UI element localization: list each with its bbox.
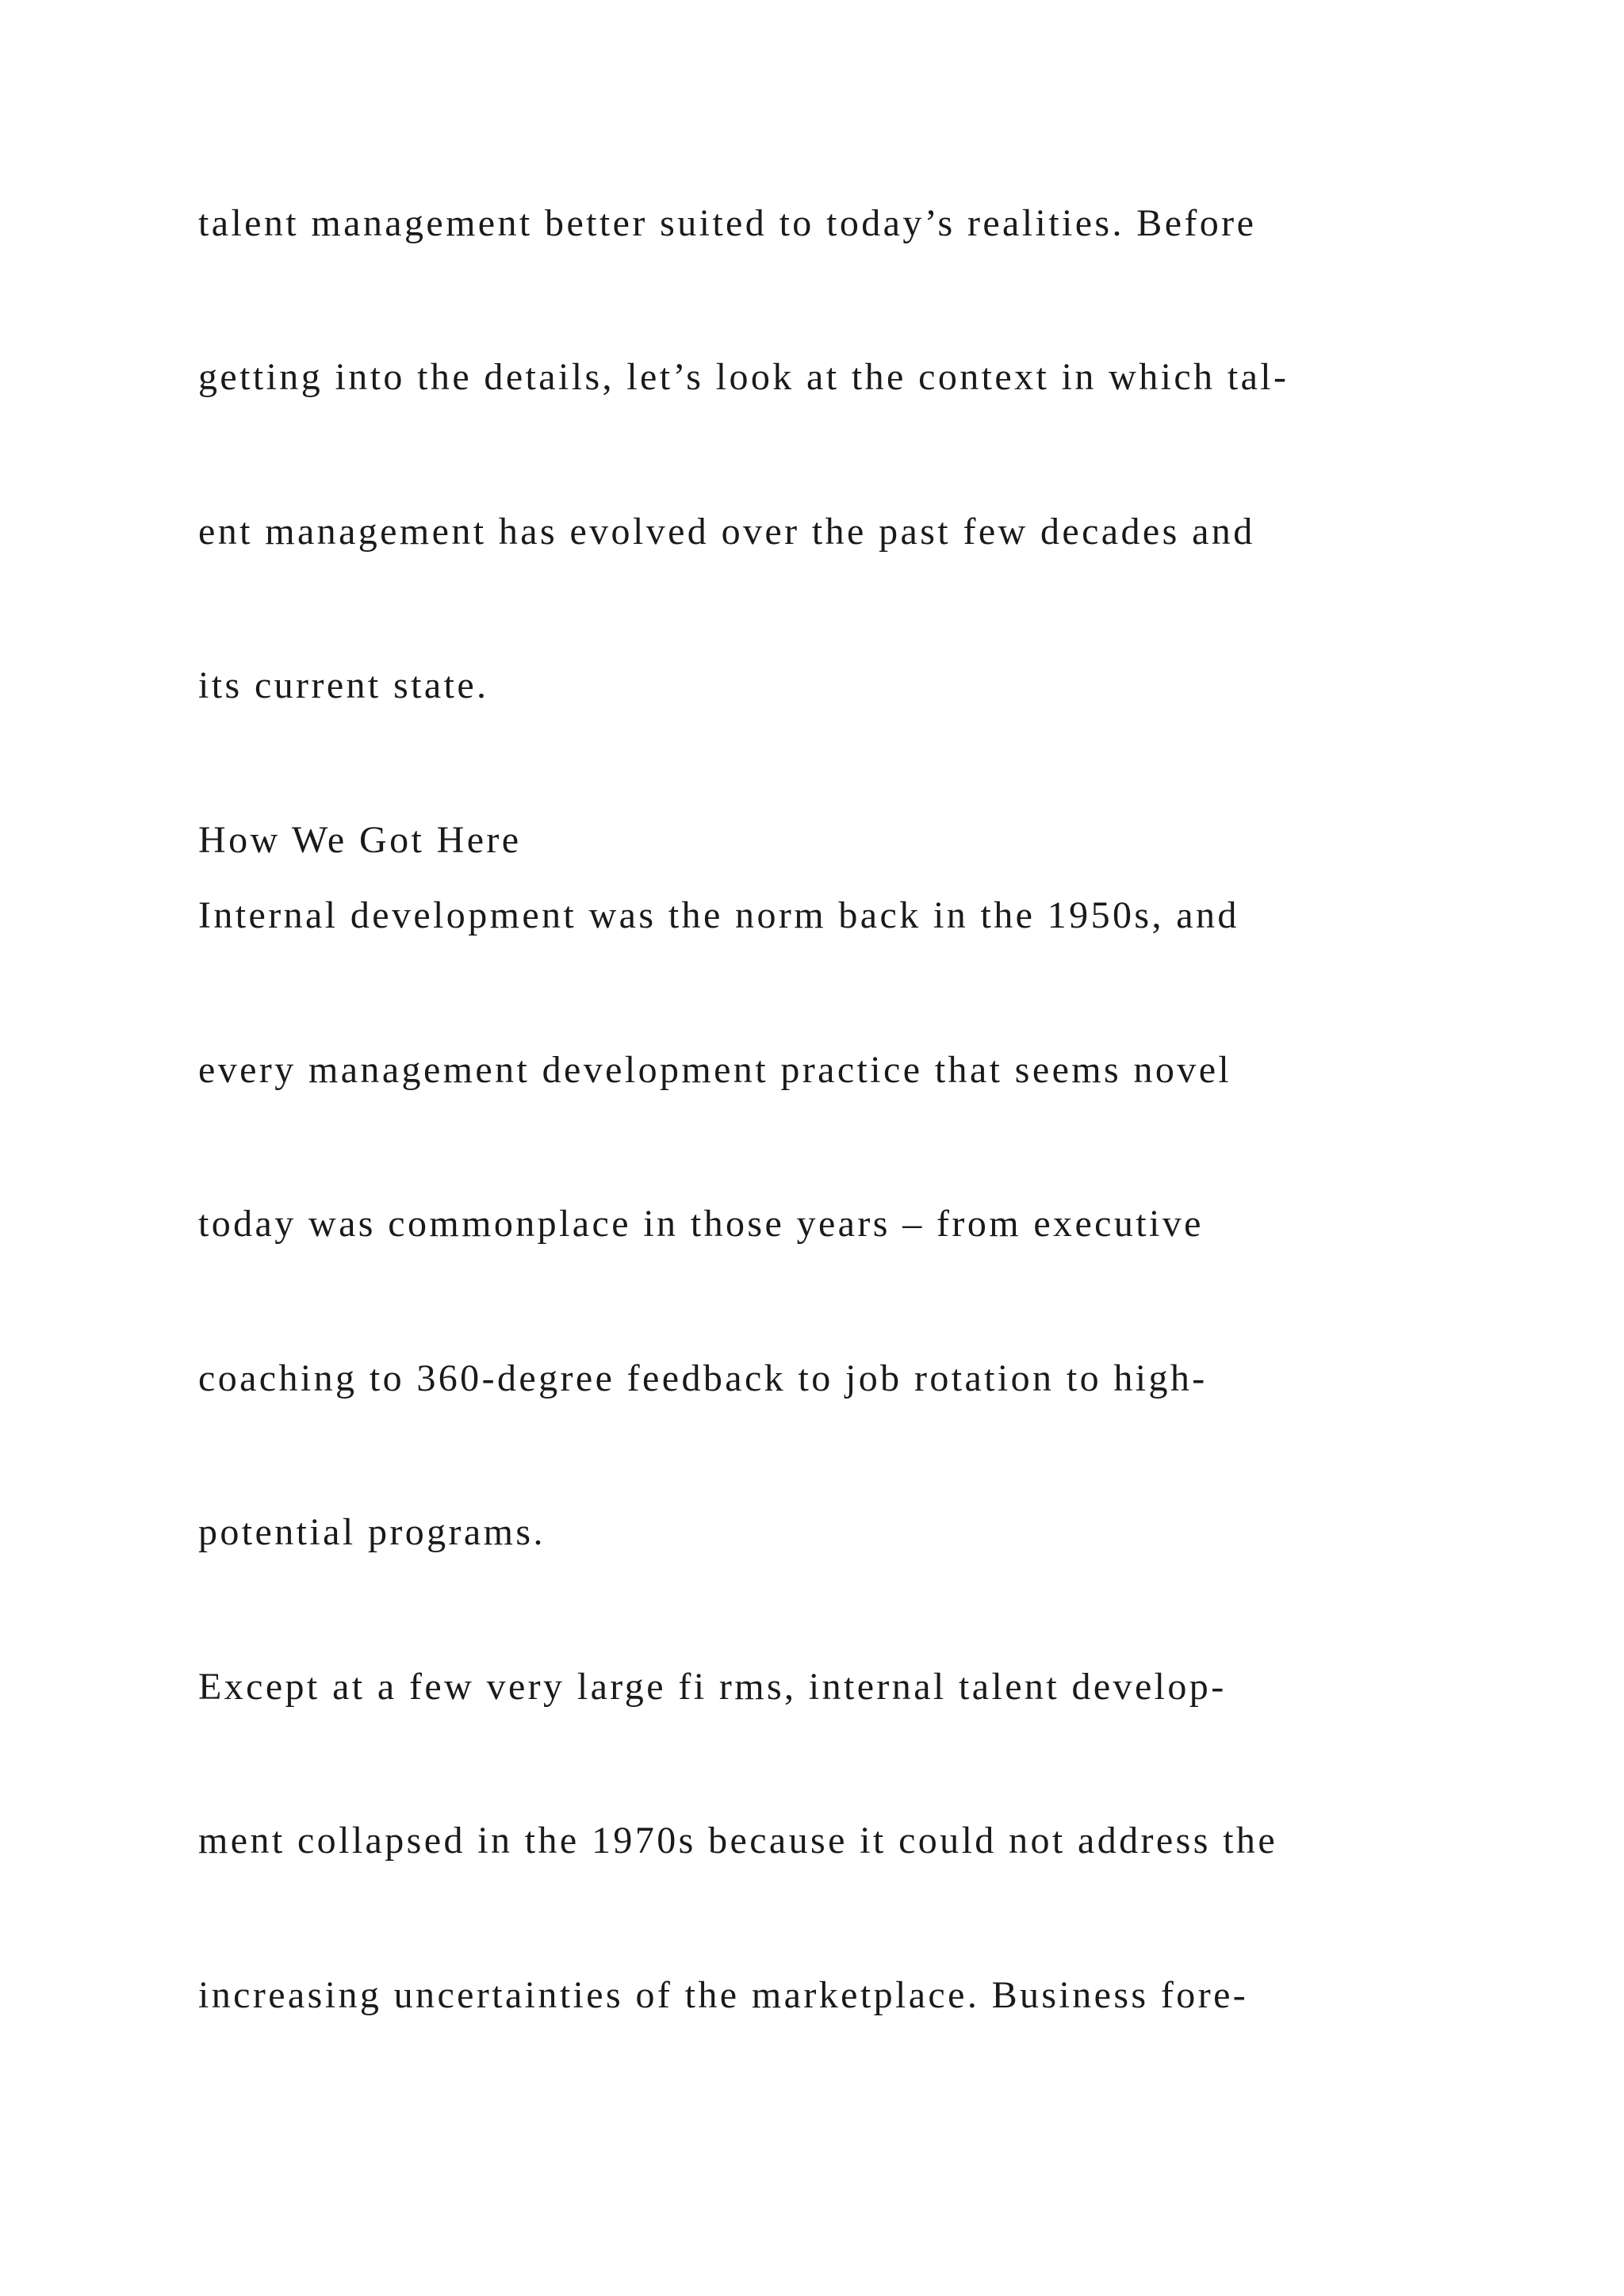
section-heading: How We Got Here <box>198 819 522 861</box>
body-text-line: coaching to 360-degree feedback to job rotation to high- <box>198 1357 1208 1399</box>
body-text-line: increasing uncertainties of the marketplace. Business fore- <box>198 1974 1249 2016</box>
body-text-line: today was commonplace in those years – from executive <box>198 1203 1204 1245</box>
body-text-line: every management development practice that seems novel <box>198 1049 1232 1091</box>
body-text-line: ment collapsed in the 1970s because it could not address the <box>198 1820 1278 1862</box>
body-text-line: Except at a few very large fi rms, internal talent develop- <box>198 1666 1227 1708</box>
body-text-line: ent management has evolved over the past few decades and <box>198 511 1255 553</box>
body-text-line: Internal development was the norm back in the 1950s, and <box>198 894 1239 936</box>
body-text-line: talent management better suited to today’s realities. Before <box>198 202 1257 244</box>
body-text-line: getting into the details, let’s look at the context in which tal- <box>198 356 1289 398</box>
body-text-line: potential programs. <box>198 1511 546 1553</box>
body-text-line: its current state. <box>198 664 489 706</box>
